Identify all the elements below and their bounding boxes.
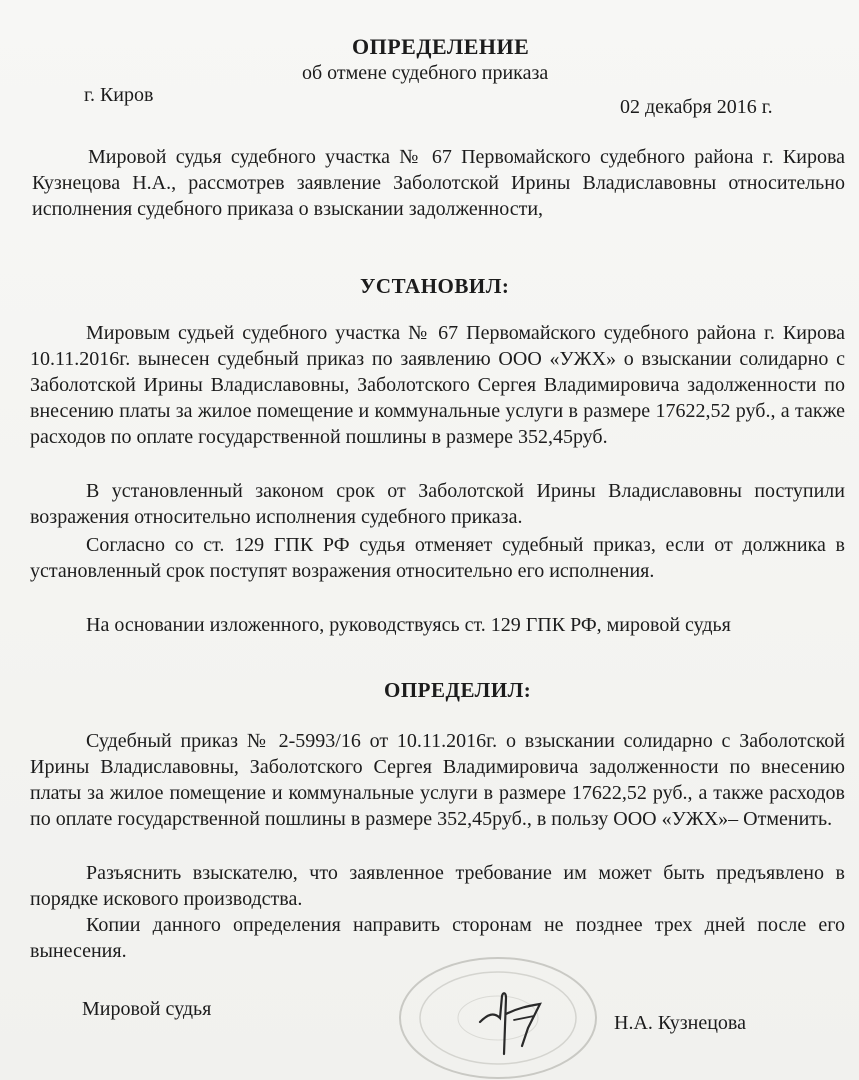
- paragraph-established-4: На основании изложенного, руководствуясь ст. 129 ГПК РФ, мировой судья: [86, 614, 731, 636]
- paragraph-established-3: Согласно со ст. 129 ГПК РФ судья отменяет судебный приказ, если от должника в установленный срок поступят возражения относительно его исполнения.: [30, 534, 845, 582]
- document-subtitle: об отмене судебного приказа: [302, 62, 549, 84]
- document-title: ОПРЕДЕЛЕНИЕ: [352, 34, 530, 59]
- city: г. Киров: [84, 84, 154, 106]
- handwritten-signature: [470, 984, 560, 1064]
- section-heading-established: УСТАНОВИЛ:: [360, 274, 510, 298]
- paragraph-decided-2: Разъяснить взыскателю, что заявленное требование им может быть предъявлено в порядке искового производства.: [30, 862, 845, 910]
- document-date: 02 декабря 2016 г.: [620, 96, 773, 118]
- signature-role: Мировой судья: [82, 998, 212, 1020]
- paragraph-decided-3: Копии данного определения направить сторонам не позднее трех дней после его вынесения.: [30, 914, 845, 962]
- intro-paragraph: Мировой судья судебного участка № 67 Первомайского судебного района г. Кирова Кузнецова Н.А., рассмотрев заявление Заболотской Ирины Владиславовны относительно исполнения судебного приказа о взыскании задолженности,: [32, 146, 845, 220]
- paragraph-established-2: В установленный законом срок от Заболотской Ирины Владиславовны поступили возражения относительно исполнения судебного приказа.: [30, 480, 845, 528]
- paragraph-established-1: Мировым судьей судебного участка № 67 Первомайского судебного района г. Кирова 10.11.2016г. вынесен судебный приказ по заявлению ООО «УЖХ» о взыскании солидарно с Заболотской Ирины Владиславовны, Заболотского Сергея Владимировича задолженности по внесению платы за жилое помещение и коммунальные услуги в размере 17622,52 руб., а также расходов по оплате государственной пошлины в размере 352,45руб.: [30, 322, 845, 448]
- section-heading-decided: ОПРЕДЕЛИЛ:: [384, 678, 532, 702]
- signature-name: Н.А. Кузнецова: [614, 1012, 746, 1034]
- paragraph-decided-1: Судебный приказ № 2-5993/16 от 10.11.2016г. о взыскании солидарно с Заболотской Ирины Владиславовны, Заболотского Сергея Владимировича задолженности по внесению платы за жилое помещение и коммунальные услуги в размере 17622,52 руб., а также расходов по оплате государственной пошлины в размере 352,45руб., в пользу ООО «УЖХ»– Отменить.: [30, 730, 845, 830]
